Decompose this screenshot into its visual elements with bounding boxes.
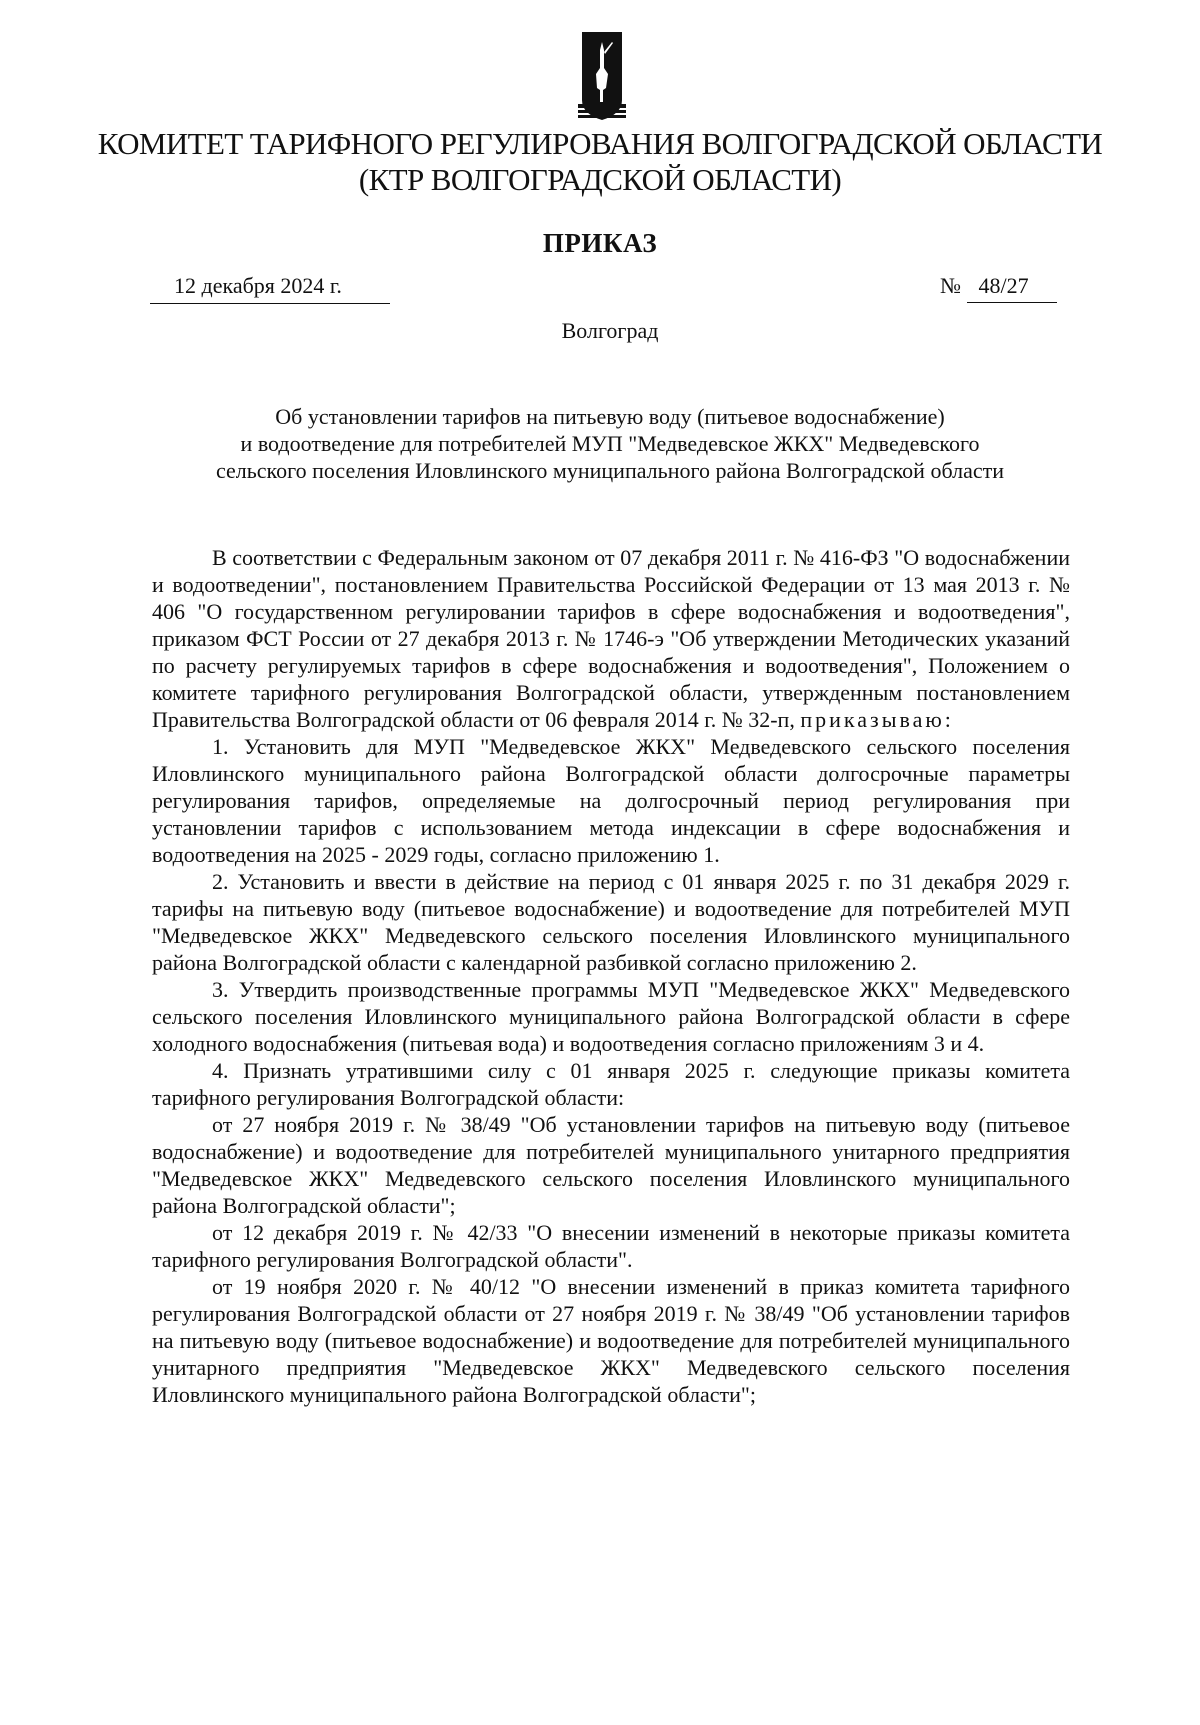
- preamble-paragraph: [152, 544, 1070, 733]
- subject-line: и водоотведение для потребителей МУП "Медведевское ЖКХ" Медведевского: [240, 431, 980, 456]
- repealed-order-3: от 19 ноября 2020 г. № 40/12 "О внесении изменений в приказ комитета тарифного регулирования Волгоградской области от 27 ноября 2019 г. № 38/49 "Об установлении тарифов на питьевую воду (питьевое водоснабжение) и водоотведение для потребителей муниципального унитарного предприятия "Медведевское ЖКХ" Медведевского сельского поселения Иловлинского муниципального района Волгоградской области";: [152, 1274, 1070, 1407]
- order-word: приказываю:: [800, 707, 954, 732]
- order-item-2: 2. Установить и ввести в действие на период с 01 января 2025 г. по 31 декабря 2029 г. тарифы на питьевую воду (питьевое водоснабжение) и водоотведение для потребителей МУП "Медведевское ЖКХ" Медведевского сельского поселения Иловлинского муниципального района Волгоградской области с календарной разбивкой согласно приложению 2.: [152, 869, 1070, 975]
- order-item-3: 3. Утвердить производственные программы МУП "Медведевское ЖКХ" Медведевского сельского поселения Иловлинского муниципального района Волгоградской области в сфере холодного водоснабжения (питьевая вода) и водоотведения согласно приложениям 3 и 4.: [152, 977, 1070, 1056]
- repealed-order-2: от 12 декабря 2019 г. № 42/33 "О внесении изменений в некоторые приказы комитета тарифного регулирования Волгоградской области".: [152, 1220, 1070, 1272]
- order-number: 48/27: [967, 270, 1057, 303]
- order-item-4: 4. Признать утратившими силу с 01 января 2025 г. следующие приказы комитета тарифного регулирования Волгоградской области:: [152, 1058, 1070, 1110]
- order-date: 12 декабря 2024 г.: [150, 270, 390, 304]
- subject-line: сельского поселения Иловлинского муниципального района Волгоградской области: [215, 458, 1004, 483]
- volgograd-coat-of-arms-icon: [578, 28, 626, 128]
- agency-abbreviation: (КТР ВОЛГОГРАДСКОЙ ОБЛАСТИ): [358, 162, 842, 197]
- subject-line: Об установлении тарифов на питьевую воду (питьевое водоснабжение): [275, 404, 945, 429]
- city: Волгоград: [561, 318, 659, 343]
- preamble-text: В соответствии с Федеральным законом от 07 декабря 2011 г. № 416-ФЗ "О водоснабжении и водоотведении", постановлением Правительства Российской Федерации от 13 мая 2013 г. № 406 "О государственном регулировании тарифов в сфере водоснабжения и водоотведения", приказом ФСТ России от 27 декабря 2013 г. № 1746-э "Об утверждении Методических указаний по расчету регулируемых тарифов в сфере водоснабжения и водоотведения", Положением о комитете тарифного регулирования Волгоградской области, утвержденным постановлением Правительства Волгоградской области от 06 февраля 2014 г. № 32-п,: [152, 545, 1070, 732]
- order-subject: [150, 403, 1070, 484]
- order-body: [152, 544, 1070, 1408]
- document-type: ПРИКАЗ: [542, 228, 658, 258]
- agency-name: КОМИТЕТ ТАРИФНОГО РЕГУЛИРОВАНИЯ ВОЛГОГРАДСКОЙ ОБЛАСТИ: [97, 126, 1103, 161]
- order-item-1: 1. Установить для МУП "Медведевское ЖКХ" Медведевского сельского поселения Иловлинского муниципального района Волгоградской области долгосрочные параметры регулирования тарифов, определяемые на долгосрочный период регулирования при установлении тарифов с использованием метода индексации в сфере водоснабжения и водоотведения на 2025 - 2029 годы, согласно приложению 1.: [152, 734, 1070, 867]
- order-number-block: [940, 270, 1057, 304]
- number-label: №: [940, 273, 961, 298]
- repealed-order-1: от 27 ноября 2019 г. № 38/49 "Об установлении тарифов на питьевую воду (питьевое водоснабжение) и водоотведение для потребителей муниципального унитарного предприятия "Медведевское ЖКХ" Медведевского сельского поселения Иловлинского муниципального района Волгоградской области";: [152, 1112, 1070, 1218]
